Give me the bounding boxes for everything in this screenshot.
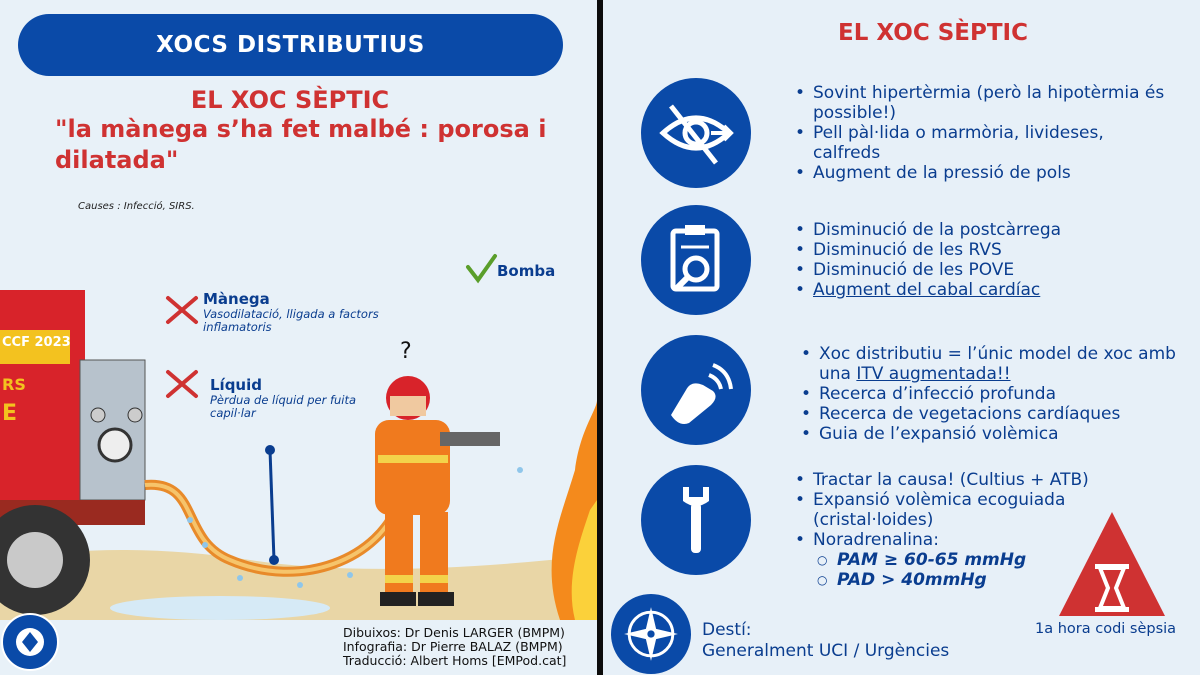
right-panel bbox=[603, 0, 1200, 675]
credits: Dibuixos: Dr Denis LARGER (BMPM) Infografia: Dr Pierre BALAZ (BMPM) Traducció: Albert Homs [EMPod.cat] bbox=[343, 625, 567, 668]
list-item: • Augment de la pressió de pols bbox=[793, 163, 1173, 183]
list-item: • Disminució de les POVE bbox=[793, 260, 1173, 280]
list-item: • Recerca d’infecció profunda bbox=[799, 384, 1179, 404]
left-subtitle: "la mànega s’ha fet malbé : porosa i dilatada" bbox=[55, 115, 547, 174]
section-1-list bbox=[793, 83, 1173, 183]
list-item: • Tractar la causa! (Cultius + ATB) bbox=[793, 470, 1133, 490]
list-item: • Xoc distributiu = l’únic model de xoc amb una ITV augmentada!! bbox=[799, 344, 1179, 384]
logo-badge-icon bbox=[2, 614, 58, 670]
list-item: • Pell pàl·lida o marmòria, livideses, calfreds bbox=[793, 123, 1173, 163]
wrench-icon bbox=[641, 465, 751, 575]
left-title: EL XOC SÈPTIC bbox=[190, 86, 390, 114]
compass-icon bbox=[611, 594, 691, 674]
section-3-list bbox=[799, 344, 1179, 444]
firefighter-illustration bbox=[0, 0, 597, 675]
bomba-label: Bomba bbox=[497, 262, 556, 280]
list-item: • Disminució de la postcàrrega bbox=[793, 220, 1173, 240]
hourglass-icon bbox=[1057, 508, 1167, 618]
section-2-list bbox=[793, 220, 1173, 300]
right-title: EL XOC SÈPTIC bbox=[838, 20, 1028, 46]
section-banner: XOCS DISTRIBUTIUS bbox=[18, 14, 563, 76]
list-item: • Expansió volèmica ecoguiada (cristal·loides) bbox=[793, 490, 1133, 530]
list-item: • Sovint hipertèrmia (però la hipotèrmia és possible!) bbox=[793, 83, 1173, 123]
list-item: ○ PAD > 40mmHg bbox=[793, 570, 1133, 590]
truck-letters-2: E bbox=[2, 401, 18, 426]
sepsis-label: 1a hora codi sèpsia bbox=[1035, 621, 1177, 637]
list-item: • Noradrenalina: bbox=[793, 530, 1133, 550]
clipboard-magnifier-icon bbox=[641, 205, 751, 315]
eye-arrow-icon bbox=[641, 78, 751, 188]
truck-text: CCF 2023 bbox=[2, 335, 71, 350]
question-mark: ? bbox=[400, 339, 412, 364]
list-item: • Disminució de les RVS bbox=[793, 240, 1173, 260]
list-item: ○ PAM ≥ 60-65 mmHg bbox=[793, 550, 1133, 570]
ultrasound-probe-icon bbox=[641, 335, 751, 445]
list-item: • Augment del cabal cardíac bbox=[793, 280, 1173, 300]
truck-letters-1: RS bbox=[2, 375, 26, 394]
liquid-label: Líquid Pèrdua de líquid per fuita capil·lar bbox=[210, 376, 357, 420]
destination: Destí: Generalment UCI / Urgències bbox=[702, 620, 950, 661]
list-item: • Recerca de vegetacions cardíaques bbox=[799, 404, 1179, 424]
manega-label: Mànega Vasodilatació, lligada a factors inflamatoris bbox=[203, 290, 379, 334]
causes-text: Causes : Infecció, SIRS. bbox=[78, 201, 195, 212]
list-item: • Guia de l’expansió volèmica bbox=[799, 424, 1179, 444]
left-panel bbox=[0, 0, 597, 675]
